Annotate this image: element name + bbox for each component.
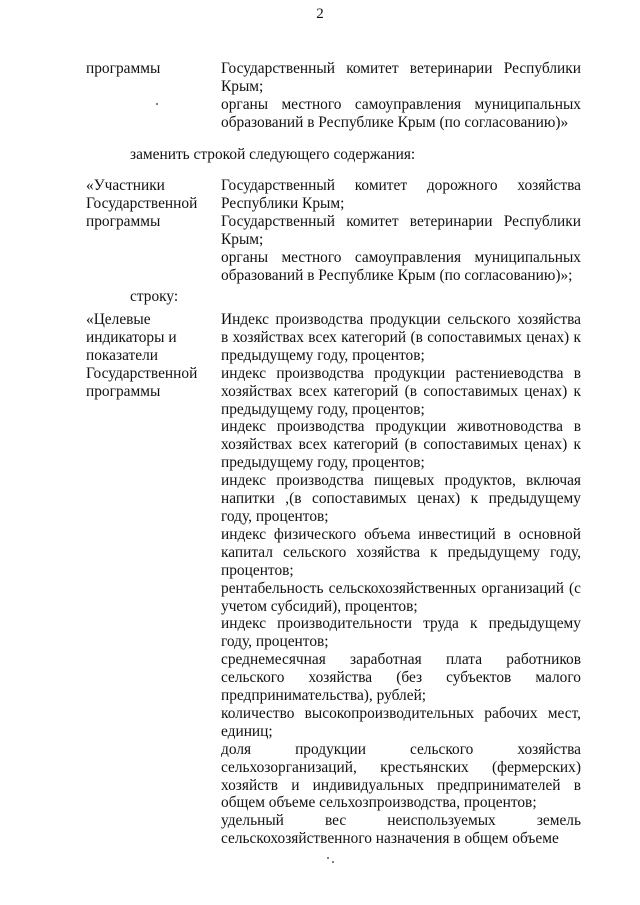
list-item: рентабельность сельскохозяйственных организаций (с учетом субсидий), процентов;: [221, 579, 581, 615]
label-line: «Участники: [86, 177, 165, 194]
list-item: Государственный комитет ветеринарии Республики Крым;: [221, 212, 581, 248]
list-item: количество высокопроизводительных рабочих мест, единиц;: [221, 704, 581, 740]
label-line: Государственной: [86, 194, 198, 212]
replace-instruction: заменить строкой следующего содержания:: [130, 146, 416, 163]
list-item: Государственный комитет ветеринарии Республики Крым;: [221, 60, 581, 95]
list-item: Государственный комитет дорожного хозяйства Республики Крым;: [221, 177, 581, 212]
row-content: [221, 311, 581, 848]
list-item: индекс производства пищевых продуктов, включая напитки ,(в сопоставимых ценах) к предыдущему году, процентов;: [221, 472, 581, 525]
list-item: индекс производства продукции растениеводства в хозяйствах всех категорий (в сопоставимых ценах) к предыдущему году, процентов;: [221, 364, 581, 418]
list-item: индекс физического объема инвестиций в основной капитал сельского хозяйства к предыдущему году, процентов;: [221, 525, 581, 579]
scan-speck: [327, 857, 329, 859]
list-item: органы местного самоуправления муниципальных образований в Республике Крым (по согласованию)»: [221, 95, 581, 131]
list-item: удельный вес неиспользуемых земель сельскохозяйственного назначения в общем объеме: [221, 812, 581, 848]
list-item: Индекс производства продукции сельского хозяйства в хозяйствах всех категорий (в сопоставимых ценах) к предыдущему году, процентов;: [221, 311, 581, 364]
row-label: [86, 177, 216, 231]
page-number: 2: [316, 6, 324, 22]
row-label: [86, 311, 216, 401]
list-item: доля продукции сельского хозяйства сельхозорганизаций, крестьянских (фермерских) хозяйств и индивидуальных предпринимателей в общем объеме сельхозпроизводства, процентов;: [221, 740, 581, 812]
row-label: программы: [86, 60, 161, 77]
scan-speck: [332, 861, 334, 863]
list-item: среднемесячная заработная плата работников сельского хозяйства (без субъектов малого предпринимательства), рублей;: [221, 651, 581, 705]
scan-speck: [156, 103, 158, 105]
row-content: [221, 60, 581, 132]
row-content: [221, 177, 581, 284]
label-line: Государственной: [86, 364, 198, 382]
label-line: программы: [86, 212, 161, 230]
label-line: индикаторы и: [86, 328, 177, 346]
list-item: органы местного самоуправления муниципальных образований в Республике Крым (по согласованию)»;: [221, 248, 581, 284]
row-instruction: строку:: [130, 288, 179, 305]
list-item: индекс производства продукции животноводства в хозяйствах всех категорий (в сопоставимых ценах) к предыдущему году, процентов;: [221, 418, 581, 472]
label-line: программы: [86, 382, 161, 400]
label-line: «Целевые: [86, 311, 151, 328]
list-item: индекс производительности труда к предыдущему году, процентов;: [221, 615, 581, 651]
label-line: показатели: [86, 346, 158, 364]
